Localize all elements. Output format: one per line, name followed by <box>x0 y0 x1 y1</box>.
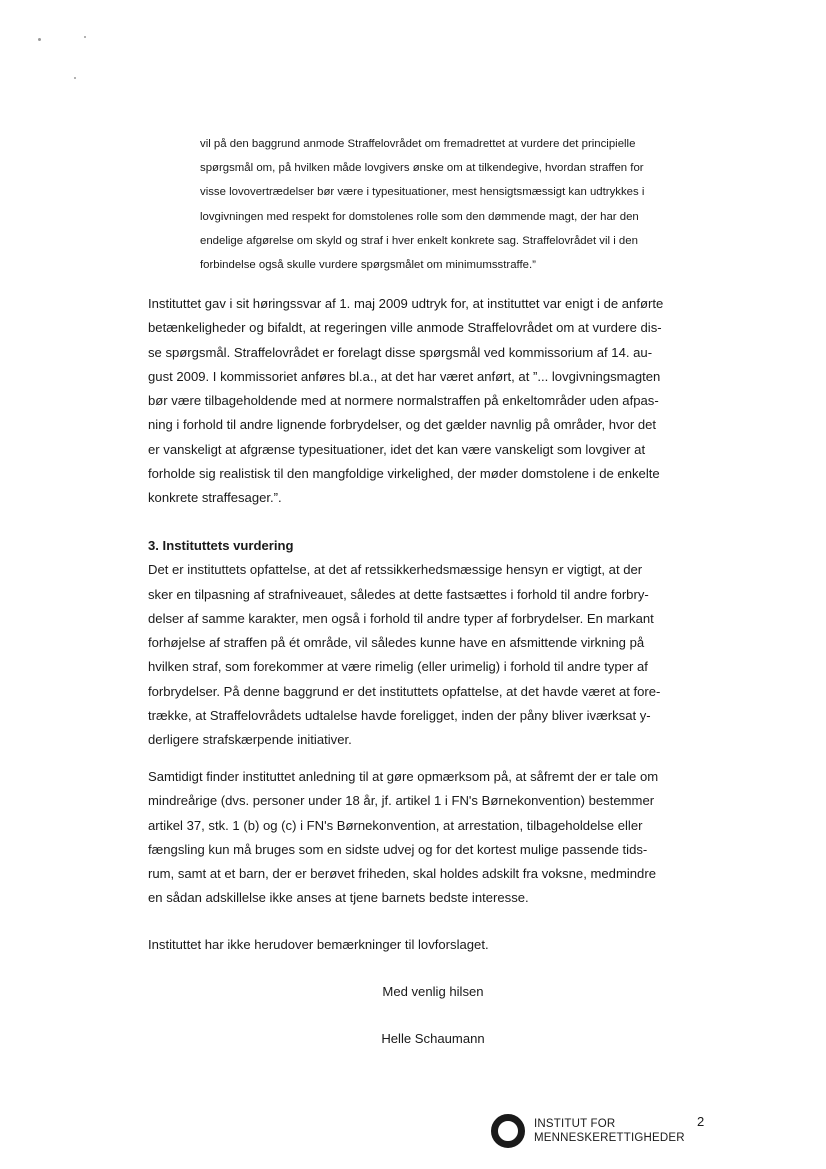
text-line: delser af samme karakter, men også i forhold til andre typer af forbrydelser. En markant <box>148 610 654 626</box>
quote-line: visse lovovertrædelser bør være i typesituationer, mest hensigtsmæssigt kan udtrykkes i <box>200 186 645 199</box>
text-line: Instituttet gav i sit høringssvar af 1. maj 2009 udtryk for, at instituttet var enigt i de anførte <box>148 296 664 311</box>
text-line: Samtidigt finder instituttet anledning til at gøre opmærksom på, at såfremt der er tale om <box>148 769 659 784</box>
text-line: mindreårige (dvs. personer under 18 år, jf. artikel 1 i FN's Børnekonvention) bestemmer <box>148 793 655 809</box>
scan-speck <box>74 77 76 79</box>
logo-text <box>534 1117 685 1145</box>
text-line: ning i forhold til andre lignende forbrydelser, og det gælder navnlig på områder, hvor det <box>148 417 657 433</box>
text-line: Instituttet har ikke herudover bemærkninger til lovforslaget. <box>148 937 489 952</box>
section-vurdering <box>148 534 714 753</box>
paragraph-boernekonvention <box>148 765 714 911</box>
text-line: derligere strafskærpende initiativer. <box>148 732 352 748</box>
signature-name: Helle Schaumann <box>381 1031 485 1046</box>
text-line: er vanskeligt at afgrænse typesituationer, idet det kan være vanskeligt som lovgiver at <box>148 441 646 457</box>
closing-greeting: Med venlig hilsen <box>382 984 484 999</box>
text-line: artikel 37, stk. 1 (b) og (c) i FN's Børnekonvention, at arrestation, tilbageholdelse eller <box>148 817 643 833</box>
block-quote <box>200 132 712 277</box>
quote-line: forbindelse også skulle vurdere spørgsmålet om minimumsstraffe.” <box>200 259 536 272</box>
paragraph-hoeringssvar <box>148 292 714 511</box>
text-line: forhøjelse af straffen på ét område, vil således kunne have en afsmittende virkning på <box>148 635 645 651</box>
section-heading: 3. Instituttets vurdering <box>148 538 294 553</box>
institute-logo <box>490 1113 685 1149</box>
logo-line-1: INSTITUT FOR <box>534 1118 616 1130</box>
logo-line-2: MENNESKERETTIGHEDER <box>534 1132 685 1144</box>
text-line: konkrete straffesager.”. <box>148 490 282 506</box>
quote-line: spørgsmål om, på hvilken måde lovgivers ønske om at tilkendegive, hvordan straffen for <box>200 162 644 175</box>
paragraph-no-further-remarks <box>148 933 714 957</box>
text-line: forholde sig realistisk til den mangfoldige virkelighed, der møder domstolene i de enkelte <box>148 466 660 482</box>
text-line: betænkeligheder og bifaldt, at regeringen ville anmode Straffelovrådet om at vurdere dis- <box>148 320 662 336</box>
text-line: trække, at Straffelovrådets udtalelse havde foreligget, inden der påny bliver iværksat y- <box>148 708 651 724</box>
quote-line: lovgivningen med respekt for domstolenes rolle som den dømmende magt, der har den <box>200 210 639 223</box>
page-number: 2 <box>697 1114 705 1129</box>
scan-speck <box>38 38 41 41</box>
text-line: fængsling kun må bruges som en sidste udvej og for det kortest mulige passende tids- <box>148 841 648 857</box>
text-line: gust 2009. I kommissoriet anføres bl.a., at det har været anført, at ”... lovgivningsmagten <box>148 368 661 384</box>
text-line: hvilken straf, som forekommer at være rimelig (eller urimelig) i forhold til andre typer af <box>148 659 648 675</box>
quote-line: endelige afgørelse om skyld og straf i hver enkelt konkrete sag. Straffelovrådet vil i den <box>200 234 638 247</box>
text-line: en sådan adskillelse ikke anses at tjene barnets bedste interesse. <box>148 890 529 906</box>
text-line: Det er instituttets opfattelse, at det af retssikkerhedsmæssige hensyn er vigtigt, at der <box>148 562 643 578</box>
text-line: sker en tilpasning af strafniveauet, således at dette fastsættes i forhold til andre forbry- <box>148 586 649 602</box>
text-line: bør være tilbageholdende med at normere normalstraffen på enkeltområder uden afpas- <box>148 393 659 409</box>
text-line: rum, samt at et barn, der er berøvet friheden, skal holdes adskilt fra voksne, medmindre <box>148 866 656 882</box>
quote-line: vil på den baggrund anmode Straffelovrådet om fremadrettet at vurdere det principielle <box>200 138 636 150</box>
scan-speck <box>84 36 86 38</box>
text-line: se spørgsmål. Straffelovrådet er forelagt disse spørgsmål ved kommissorium af 14. au- <box>148 344 653 360</box>
ring-logo-icon <box>490 1113 526 1149</box>
text-line: forbrydelser. På denne baggrund er det instituttets opfattelse, at det havde været at fore- <box>148 683 661 699</box>
